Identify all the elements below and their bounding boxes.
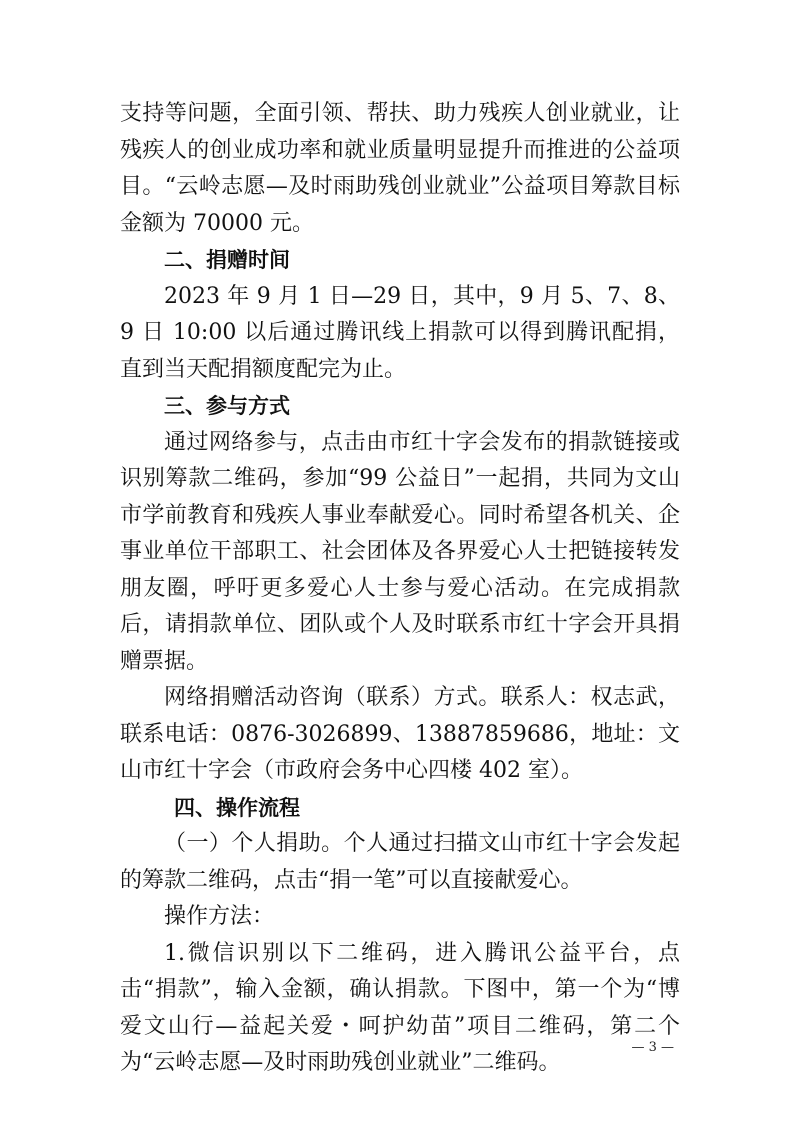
page-number: — 3 — [631,1040,674,1055]
heading-participation-method: 三、参与方式 [164,394,290,418]
paragraph-individual-donation: （一）个人捐助。个人通过扫描文山市红十字会发起的筹款二维码，点击“捐一笔”可以直接献爱心。 [120,831,680,893]
heading-donation-time: 二、捐赠时间 [164,248,290,272]
paragraph-participation-method: 通过网络参与，点击由市红十字会发布的捐款链接或识别筹款二维码，参加“99 公益日”一起捐，共同为文山市学前教育和残疾人事业奉献爱心。同时希望各机关、企事业单位干部职工、社会团体及各界爱心人士把链接转发朋友圈，呼吁更多爱心人士参与爱心活动。在完成捐款后，请捐款单位、团队或个人及时联系市红十字会开具捐赠票据。 [120,429,680,674]
paragraph-operation-steps: 1.微信识别以下二维码，进入腾讯公益平台，点击“捐款”，输入金额，确认捐款。下图中，第一个为“博爱文山行—益起关爱・呵护幼苗”项目二维码，第二个为“云岭志愿—及时雨助残创业就业”二维码。 [120,940,680,1075]
paragraph-operation-method-label: 操作方法： [164,904,275,929]
paragraph-project-description: 支持等问题，全面引领、帮扶、助力残疾人创业就业，让残疾人的创业成功率和就业质量明显提升而推进的公益项目。“云岭志愿—及时雨助残创业就业”公益项目筹款目标金额为 70000 元。 [120,101,680,236]
heading-operation-process: 四、操作流程 [174,795,300,820]
document-body [120,96,680,1082]
paragraph-contact-info: 网络捐赠活动咨询（联系）方式。联系人：权志武，联系电话：0876-3026899、13887859686，地址：文山市红十字会（市政府会务中心四楼 402 室）。 [120,685,680,783]
paragraph-donation-time: 2023 年 9 月 1 日—29 日，其中，9 月 5、7、8、9 日 10:00 以后通过腾讯线上捐款可以得到腾讯配捐，直到当天配捐额度配完为止。 [120,283,680,382]
